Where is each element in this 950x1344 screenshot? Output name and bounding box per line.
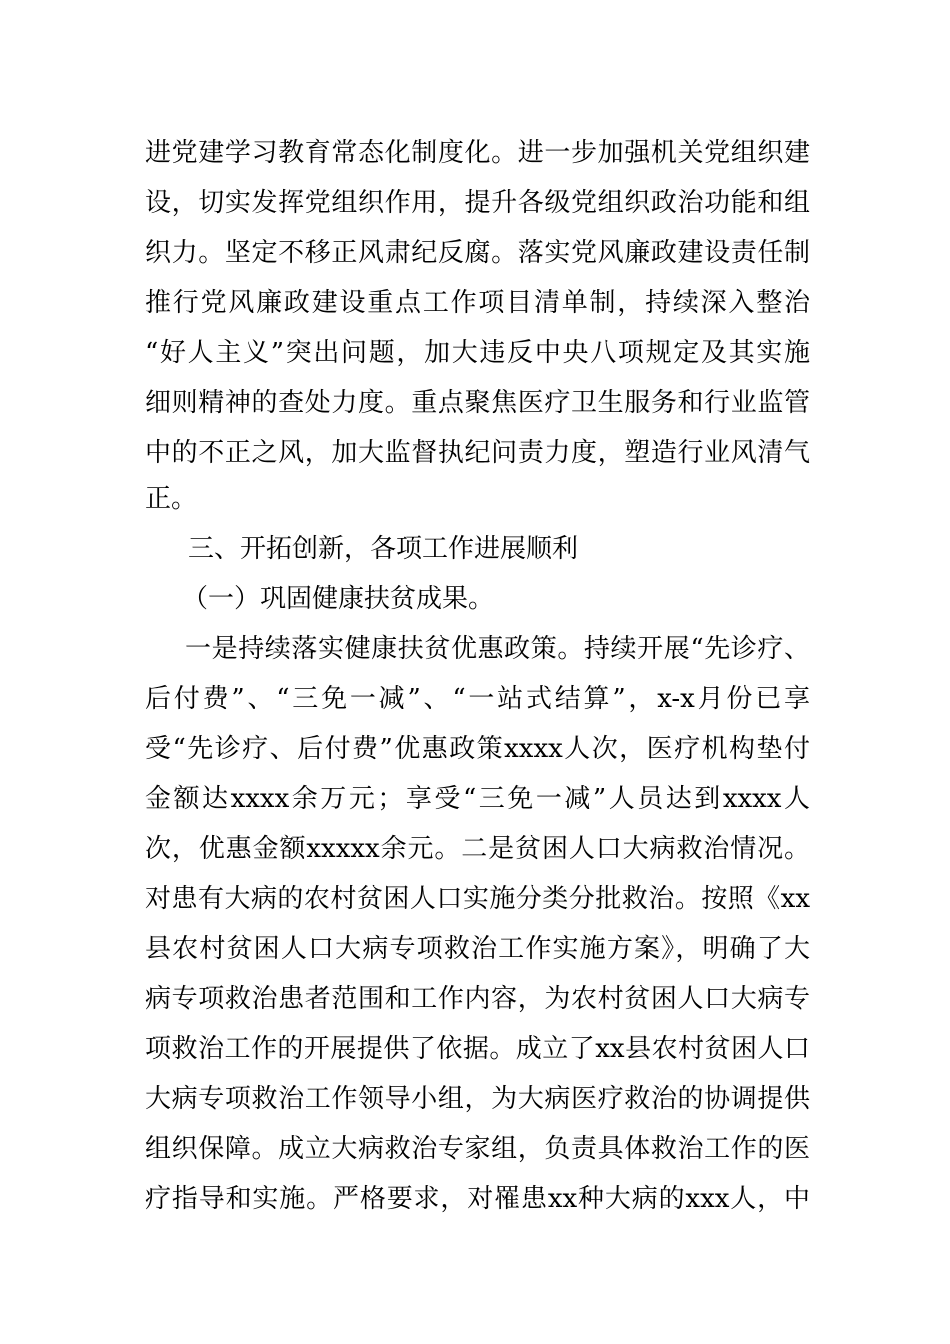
text-line: 次，优惠金额xxxxx余元。二是贫困人口大病救治情况。 bbox=[145, 834, 810, 864]
text-line: 组织保障。成立大病救治专家组，负责具体救治工作的医 bbox=[145, 1134, 810, 1164]
text-line: 病专项救治患者范围和工作内容，为农村贫困人口大病专 bbox=[145, 984, 810, 1014]
paragraph-end-line: 正。 bbox=[145, 484, 198, 514]
text-line: 细则精神的查处力度。重点聚焦医疗卫生服务和行业监管 bbox=[145, 388, 810, 418]
text-line: 设，切实发挥党组织作用，提升各级党组织政治功能和组 bbox=[145, 188, 810, 218]
paragraph-first-line: 一是持续落实健康扶贫优惠政策。持续开展“先诊疗、 bbox=[185, 634, 810, 664]
section-heading: 三、开拓创新，各项工作进展顺利 bbox=[188, 534, 579, 564]
text-line: 推行党风廉政建设重点工作项目清单制，持续深入整治 bbox=[145, 288, 810, 318]
text-line: 进党建学习教育常态化制度化。进一步加强机关党组织建 bbox=[145, 138, 810, 168]
text-line: “好人主义”突出问题，加大违反中央八项规定及其实施 bbox=[145, 338, 810, 368]
text-line: 金额达xxxx余万元；享受“三免一减”人员达到xxxx人 bbox=[145, 784, 810, 814]
text-line: 织力。坚定不移正风肃纪反腐。落实党风廉政建设责任制 bbox=[145, 238, 810, 268]
text-line: 受“先诊疗、后付费”优惠政策xxxx人次，医疗机构垫付 bbox=[145, 734, 810, 764]
text-line: 中的不正之风，加大监督执纪问责力度，塑造行业风清气 bbox=[145, 438, 810, 468]
subsection-heading: （一）巩固健康扶贫成果。 bbox=[182, 584, 495, 614]
text-line: 县农村贫困人口大病专项救治工作实施方案》，明确了大 bbox=[145, 934, 810, 964]
text-line: 项救治工作的开展提供了依据。成立了xx县农村贫困人口 bbox=[145, 1034, 810, 1064]
text-line: 疗指导和实施。严格要求，对罹患xx种大病的xxx人，中 bbox=[145, 1184, 810, 1214]
text-line: 大病专项救治工作领导小组，为大病医疗救治的协调提供 bbox=[145, 1084, 810, 1114]
text-line: 后付费”、“三免一减”、“一站式结算”，x-x月份已享 bbox=[145, 684, 810, 714]
text-line: 对患有大病的农村贫困人口实施分类分批救治。按照《xx bbox=[145, 884, 810, 914]
